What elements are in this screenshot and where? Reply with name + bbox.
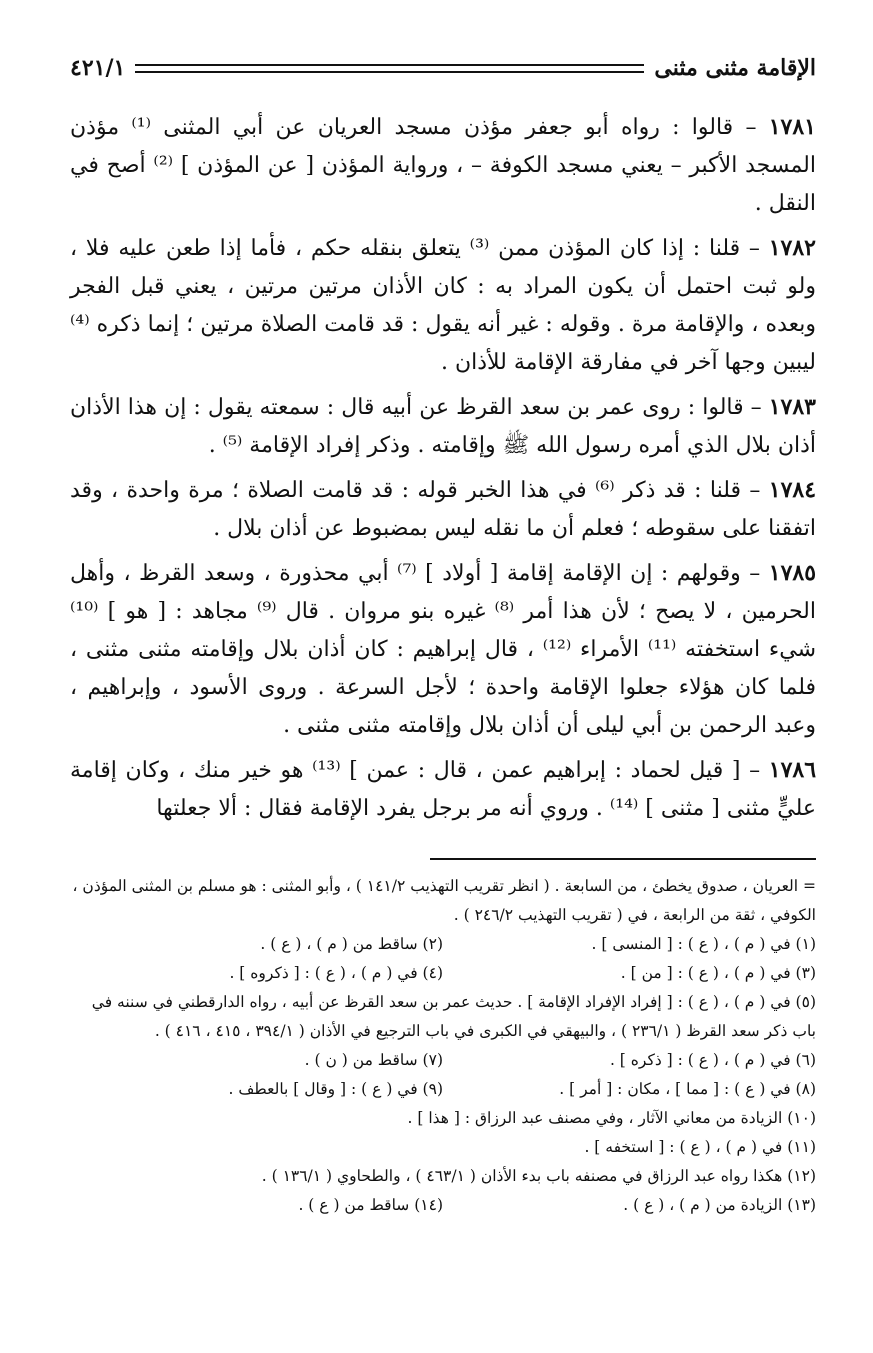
footnote-6: (٦) في ( م ) ، ( ع ) : [ ذكره ] . [609,1051,816,1069]
footnote-row [70,959,816,988]
chapter-title: الإقامة مثنى مثنى [654,55,816,81]
paragraph-1784 [70,471,816,548]
footnote-10: (١٠) الزيادة من معاني الآثار ، وفي مصنف عبد الرزاق : [ هذا ] . [407,1109,816,1127]
header-rule [135,64,644,73]
paragraph-text: – قلنا : قد ذكر ⁽⁶⁾ في هذا الخبر قوله : قد قامت الصلاة ؛ مرة واحدة ، وقد اتفقنا على سقوطه ؛ فعلم أن ما نقله ليس بمضبوط عن أذان بلال . [70,478,816,541]
footnote-2: (٢) ساقط من ( م ) ، ( ع ) . [260,935,443,953]
paragraph-1785 [70,554,816,745]
paragraph-number: ١٧٨٣ [768,394,816,420]
footnote-9: (٩) في ( ع ) : [ وقال ] بالعطف . [228,1080,443,1098]
footnote-11: (١١) في ( م ) ، ( ع ) : [ استخفه ] . [584,1138,816,1156]
paragraph-text: – وقولهم : إن الإقامة إقامة [ أولاد ] ⁽⁷⁾ أبي محذورة ، وسعد القرظ ، وأهل الحرمين ، لا يصح ؛ لأن هذا أمر ⁽⁸⁾ غيره بنو مروان . قال ⁽⁹⁾ مجاهد : [ هو ] ⁽¹⁰⁾ شيء استخفته ⁽¹¹⁾ الأمراء ⁽¹²⁾ ، قال إبراهيم : كان أذان بلال وإقامته مثنى مثنى ، فلما كان هؤلاء جعلوا الإقامة واحدة ؛ لأجل السرعة . وروى الأسود ، وإبراهيم ، وعبد الرحمن بن أبي ليلى أن أذان بلال وإقامته مثنى مثنى . [70,561,816,738]
page-header [70,50,816,86]
page-number: ٤٢١/١ [70,55,126,81]
footnote-12: (١٢) هكذا رواه عبد الرزاق في مصنفه باب بدء الأذان ( ٤٦٣/١ ) ، والطحاوي ( ١٣٦/١ ) . [261,1167,816,1185]
paragraph-number: ١٧٨٦ [768,757,817,783]
footnote-row [70,930,816,959]
footnote-14: (١٤) ساقط من ( ع ) . [298,1196,443,1214]
paragraph-number: ١٧٨٢ [768,235,816,261]
paragraph-number: ١٧٨٤ [768,477,817,503]
footnote-3: (٣) في ( م ) ، ( ع ) : [ من ] . [620,964,816,982]
footnote-13: (١٣) الزيادة من ( م ) ، ( ع ) . [623,1196,816,1214]
paragraph-1782 [70,229,816,382]
footnote-7: (٧) ساقط من ( ن ) . [304,1051,443,1069]
footnote-row [70,1046,816,1075]
footnote-row [70,1075,816,1104]
paragraph-text: – قالوا : روى عمر بن سعد القرظ عن أبيه قال : سمعته يقول : إن هذا الأذان أذان بلال الذي أمره رسول الله ﷺ وإقامته . وذكر إفراد الإقامة ⁽⁵⁾ . [70,395,816,458]
main-text [70,108,816,834]
footnote-row [70,1191,816,1220]
paragraph-number: ١٧٨٥ [768,560,817,586]
paragraph-number: ١٧٨١ [768,114,816,140]
paragraph-1783 [70,388,816,465]
footnote-separator [430,858,816,860]
footnote-4: (٤) في ( م ) ، ( ع ) : [ ذكروه ] . [229,964,443,982]
footnote-1: (١) في ( م ) ، ( ع ) : [ المنسى ] . [591,935,816,953]
footnote-continuation: = العريان ، صدوق يخطئ ، من السابعة . ( انظر تقريب التهذيب ١٤١/٢ ) ، وأبو المثنى : هو مسلم بن المثنى المؤذن ، الكوفي ، ثقة من الرابعة ، في ( تقريب التهذيب ٢٤٦/٢ ) . [72,877,816,924]
footnotes [70,872,816,1220]
paragraph-text: – قالوا : رواه أبو جعفر مؤذن مسجد العريان عن أبي المثنى ⁽¹⁾ مؤذن المسجد الأكبر – يعني مسجد الكوفة – ، ورواية المؤذن [ عن المؤذن ] ⁽²⁾ أصح في النقل . [70,115,816,216]
footnote-8: (٨) في ( ع ) : [ مما ] ، مكان : [ أمر ] . [559,1080,816,1098]
paragraph-1781 [70,108,816,223]
paragraph-text: – [ قيل لحماد : إبراهيم عمن ، قال : عمن ] ⁽¹³⁾ هو خير منك ، وكان إقامة عليٍّ مثنى [ مثنى ] ⁽¹⁴⁾ . وروي أنه مر برجل يفرد الإقامة فقال : ألا جعلتها [70,758,816,821]
paragraph-1786 [70,751,816,828]
paragraph-text: – قلنا : إذا كان المؤذن ممن ⁽³⁾ يتعلق بنقله حكم ، فأما إذا طعن عليه فلا ، ولو ثبت احتمل أن يكون المراد به : كان الأذان مرتين مرتين ، يعني قبل الفجر وبعده ، والإقامة مرة . وقوله : غير أنه يقول : قد قامت الصلاة مرتين ؛ إنما ذكره ⁽⁴⁾ ليبين وجها آخر في مفارقة الإقامة للأذان . [70,236,816,375]
footnote-5: (٥) في ( م ) ، ( ع ) : [ إفراد الإفراد الإقامة ] . حديث عمر بن سعد القرظ عن أبيه ، رواه الدارقطني في سننه في باب ذكر سعد القرظ ( ٢٣٦/١ ) ، والبيهقي في الكبرى في باب الترجيع في الأذان ( ٣٩٤/١ ، ٤١٥ ، ٤١٦ ) . [91,993,816,1040]
